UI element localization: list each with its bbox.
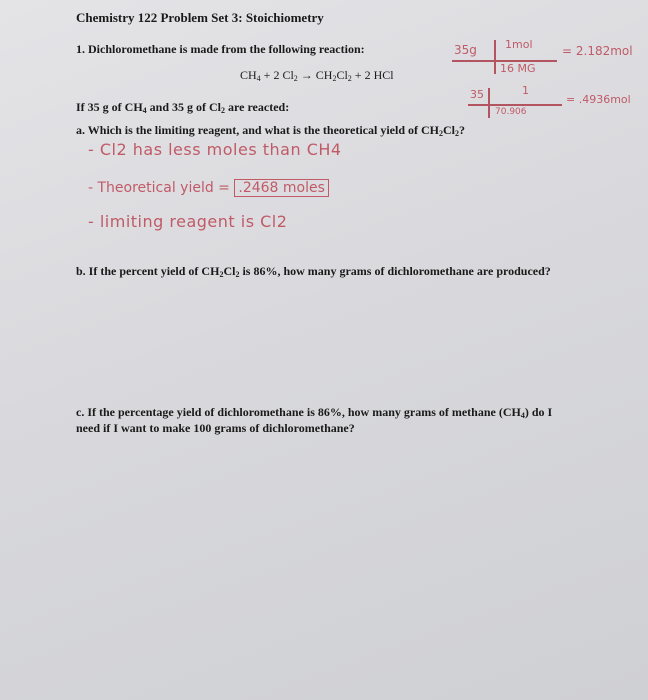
calc2-denominator: 70.906 <box>495 107 527 117</box>
calc2-divider <box>488 88 490 118</box>
part-c-question-line2: need if I want to make 100 grams of dichloromethane? <box>76 421 355 435</box>
calc1-result: = 2.182mol <box>562 44 633 58</box>
answer-theoretical-yield: - Theoretical yield = .2468 moles <box>88 180 329 196</box>
calc1-mass: 35g <box>454 43 477 57</box>
calc1-divider <box>494 40 496 74</box>
calc1-numerator: 1mol <box>505 38 533 51</box>
given-quantities: If 35 g of $CH_4$ and 35 g of $Cl_2$ are reacted: <box>76 100 290 115</box>
calc1-denominator: 16 MG <box>500 62 536 75</box>
part-a-question: a. Which is the limiting reagent, and what is the theoretical yield of $CH_2Cl_2$? <box>76 123 465 138</box>
calc2-result: = .4936mol <box>566 93 631 106</box>
calc2-fraction-bar <box>468 104 562 106</box>
theoretical-yield-value: .2468 moles <box>234 179 329 197</box>
page-title: Chemistry 122 Problem Set 3: Stoichiometry <box>76 10 324 25</box>
calc2-mass: 35 <box>470 88 484 101</box>
answer-limiting-reagent: - limiting reagent is Cl2 <box>88 212 288 231</box>
calc2-numerator: 1 <box>522 84 529 97</box>
part-c-question-line1: c. If the percentage yield of dichloromethane is 86%, how many grams of methane $(CH_4)$ do I <box>76 405 553 420</box>
problem-intro: 1. Dichloromethane is made from the following reaction: <box>76 42 365 56</box>
part-b-question: b. If the percent yield of $CH_2Cl_2$ is 86%, how many grams of dichloromethane are produced? <box>76 264 551 279</box>
answer-less-moles: - Cl2 has less moles than CH4 <box>88 140 342 159</box>
reaction-equation: $CH_4 + 2$ $Cl_2 \to CH_2Cl_2 + 2$ HCl <box>240 68 394 83</box>
